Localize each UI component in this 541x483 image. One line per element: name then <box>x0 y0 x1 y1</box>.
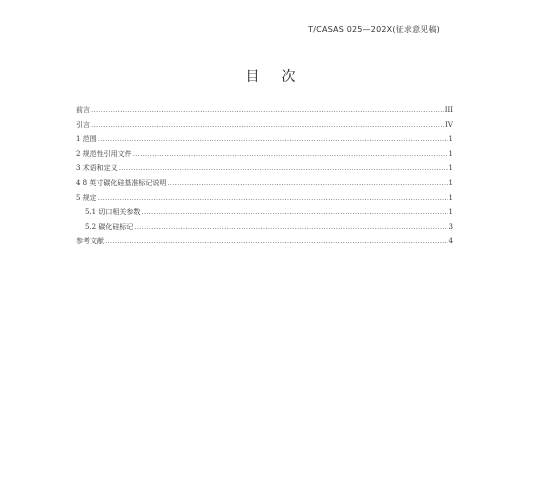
toc-dot-leader <box>167 179 447 187</box>
toc-entry-label: 5.2 碳化硅标记 <box>85 222 134 231</box>
toc-entry-foreword[interactable] <box>76 105 453 120</box>
toc-entry-label: 1 范围 <box>76 135 97 144</box>
toc-page-number: 1 <box>448 164 453 173</box>
toc-entry-sic-marking[interactable] <box>76 222 453 237</box>
toc-entry-notch-parameters[interactable] <box>76 207 453 222</box>
toc-page-number: 1 <box>448 178 453 187</box>
toc-dot-leader <box>133 150 448 158</box>
toc-entry-fiducial-mark-description[interactable] <box>76 178 453 193</box>
document-code-header: T/CASAS 025—202X(征求意见稿) <box>308 25 440 34</box>
toc-entry-label: 5.1 切口相关参数 <box>85 208 141 217</box>
toc-dot-leader <box>119 164 448 172</box>
toc-page-number: 1 <box>448 135 453 144</box>
toc-entry-scope[interactable] <box>76 134 453 149</box>
toc-page-number: III <box>444 106 453 114</box>
toc-page-number: 3 <box>448 222 453 231</box>
toc-page-number: 1 <box>448 193 453 202</box>
toc-page-number: 1 <box>448 149 453 158</box>
toc-entry-label: 4 8 英寸碳化硅基准标记说明 <box>76 178 167 187</box>
toc-entry-label: 参考文献 <box>76 237 104 246</box>
toc-page-number: 4 <box>448 237 453 246</box>
toc-dot-leader <box>105 237 448 245</box>
toc-dot-leader <box>91 106 444 114</box>
toc-dot-leader <box>98 135 448 143</box>
toc-dot-leader <box>141 208 447 216</box>
toc-entry-label: 5 规定 <box>76 193 97 202</box>
toc-dot-leader <box>91 121 444 129</box>
toc-entry-label: 引言 <box>76 120 90 129</box>
table-of-contents-title: 目次 <box>245 69 318 85</box>
toc-entry-bibliography[interactable] <box>76 236 453 251</box>
toc-entry-label: 前言 <box>76 106 90 114</box>
toc-entry-label: 3 术语和定义 <box>76 164 118 173</box>
toc-entry-label: 2 规范性引用文件 <box>76 149 132 158</box>
toc-entry-normative-references[interactable] <box>76 149 453 164</box>
toc-entry-introduction[interactable] <box>76 120 453 135</box>
toc-dot-leader <box>134 223 447 231</box>
table-of-contents <box>76 105 453 251</box>
toc-page-number: 1 <box>448 208 453 217</box>
toc-page-number: IV <box>445 120 453 129</box>
toc-dot-leader <box>98 194 448 202</box>
toc-entry-provisions[interactable] <box>76 193 453 208</box>
toc-entry-terms-definitions[interactable] <box>76 163 453 178</box>
